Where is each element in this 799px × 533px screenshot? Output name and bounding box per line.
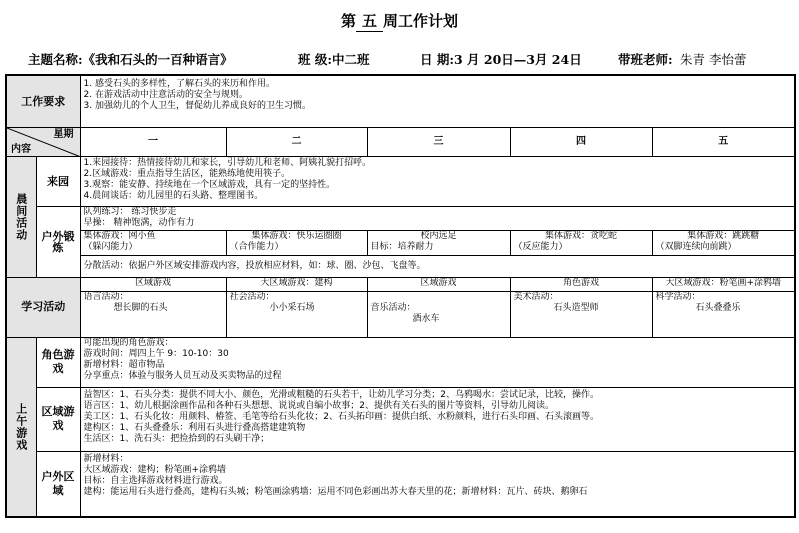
area-item: 益智区：1、石头分类：提供不同大小、颜色，光滑或粗糙的石头若干，让幼儿学习分类；2、乌鸦喝水：尝试记录，比较，操作。 [83,389,599,400]
morning-activity-label [6,156,36,277]
arrival-item: 3.观察：能安静、持续地在一个区域游戏，具有一定的坚持性。 [83,179,336,190]
role-play-text: 角色游戏 [41,348,75,375]
weekday-axis-label: 星期 [53,128,74,140]
page-title [0,10,799,32]
outdoor-game-wed [367,230,510,255]
study-area-wed: 区域游戏 [367,277,510,291]
outdoor-area-text: 户外区域 [41,469,75,497]
outdoor-area-label [36,451,80,517]
area-item: 建构区：1、石头叠叠乐：利用石头进行叠高搭建建筑物 [83,422,306,433]
study-area-thu: 角色游戏 [510,277,652,291]
teacher-label: 带班老师: [618,52,673,67]
outdoor-area-item: 建构：能运用石头进行叠高，建构石头城；粉笔画涂鸦墙：运用不同色彩画出苏大春天里的花；新增材料：瓦片、砖块、鹅卵石 [83,486,588,497]
study-top-row [6,277,795,291]
outdoor-game-goal: （双脚连续向前跳） [655,241,737,252]
area-games-label [36,387,80,451]
lesson-subject: 语言活动： [83,291,129,302]
role-play-row [6,337,795,387]
drill-item: 早操： 精神饱满，动作有力 [83,217,195,228]
day-friday: 五 [652,127,795,156]
outdoor-drill-row [6,206,795,230]
outdoor-game-mon [80,230,226,255]
lesson-fri [652,291,795,337]
study-activity-label [6,277,80,337]
study-activity-text: 学习活动 [21,300,66,313]
role-play-item: 可能出现的角色游戏： [83,337,174,348]
plan-header [28,50,788,70]
day-monday: 一 [80,127,226,156]
study-area-fri: 大区域游戏：粉笔画+涂鸦墙 [652,277,795,291]
outdoor-area-item: 目标：自主选择游戏材料进行游戏。 [83,475,228,486]
role-play-item: 新增材料：超市物品 [83,359,165,370]
arrival-item: 2.区域游戏：重点指导生活区，能熟练地使用筷子。 [83,168,291,179]
dispersed-activity-row [6,255,795,277]
lesson-title: 想长脚的石头 [113,302,168,313]
lesson-title: 小小采石场 [269,302,315,313]
area-games-row [6,387,795,451]
lesson-subject: 美术活动： [513,291,559,302]
study-area-tue: 大区域游戏：建构 [226,277,367,291]
outdoor-game-goal: （躲闪能力） [83,241,138,252]
outdoor-games-row [6,230,795,255]
lesson-title: 石头叠叠乐 [695,302,741,313]
lesson-subject: 社会活动： [229,291,275,302]
day-tuesday: 二 [226,127,367,156]
outdoor-game-title: 集体游戏：网小鱼 [83,230,156,241]
day-wednesday: 三 [367,127,510,156]
lesson-mon [80,291,226,337]
lesson-subject: 科学活动： [655,291,701,302]
lesson-subject: 音乐活动： [370,302,416,313]
role-play-item: 分享重点：体验与服务人员互动及买卖物品的过程 [83,370,282,381]
arrival-row [6,156,795,206]
outdoor-area-item: 大区域游戏：建构；粉笔画+涂鸦墙 [83,464,227,475]
corner-cell [6,127,80,156]
requirement-item: 3. 加强幼儿的个人卫生，督促幼儿养成良好的卫生习惯。 [83,101,311,111]
content-axis-label: 内容 [11,143,31,155]
lesson-title: 石头造型师 [553,302,599,313]
weekday-header-row [6,127,795,156]
class-name: 班 级:中二班 [298,52,370,67]
arrival-item: 1.来园接待：热情接待幼儿和家长，引导幼儿和老师、阿姨礼貌打招呼。 [83,157,372,168]
study-area-mon: 区域游戏 [80,277,226,291]
forenoon-games-label [6,337,36,517]
arrival-item: 4.晨间谈话：幼儿园里的石头路、整理图书。 [83,190,264,201]
title-suffix: 周工作计划 [383,12,459,30]
theme-name: 主题名称:《我和石头的一百种语言》 [28,52,233,67]
role-play-label [36,337,80,387]
outdoor-area-row [6,451,795,517]
outdoor-game-tue [226,230,367,255]
area-item: 生活区：1、洗石头：把捡拾到的石头刷干净； [83,433,270,444]
week-number: 五 [356,10,383,32]
work-requirements-label: 工作要求 [6,75,80,127]
requirement-item: 2. 在游戏活动中注意活动的安全与规则。 [83,90,248,100]
lesson-title: 酒水车 [412,313,440,324]
lesson-tue [226,291,367,337]
day-thursday: 四 [510,127,652,156]
work-requirements-row [6,75,795,127]
teacher-names: 朱青 李怡蕾 [680,52,747,67]
date-range: 日 期:3 月 20日—3月 24日 [420,52,582,67]
weekly-plan-table [5,74,796,518]
title-prefix: 第 [340,12,356,30]
morning-activity-text: 晨间活动 [14,192,28,241]
lesson-wed [367,291,510,337]
requirement-item: 1. 感受石头的多样性，了解石头的来历和作用。 [83,79,275,89]
dispersed-activity: 分散活动：依据户外区域安排游戏内容，投放相应材料，如：球、圈、沙包、飞盘等。 [80,255,795,277]
area-item: 语言区：1、幼儿根据涂画作品和各种石头想想、说说或自编小故事；2、提供有关石头的图片等资料，引导幼儿阅读。 [83,400,554,411]
area-item: 美工区：1、石头化妆：用颜料、椿签、毛笔等给石头化妆；2、石头拓印画：提供白纸、水粉颜料，进行石头印画、石头滚画等。 [83,411,599,422]
role-play-item: 游戏时间：周四上午 9：10-10：30 [83,348,229,359]
outdoor-game-fri [652,230,795,255]
outdoor-exercise-label: 户外锻炼 [36,206,80,277]
outdoor-game-goal: （反应能力） [513,241,568,252]
outdoor-game-title: 集体游戏：快乐运圈圈 [251,230,342,241]
outdoor-area-item: 新增材料： [83,453,129,464]
study-lessons-row [6,291,795,337]
outdoor-game-title: 校内远足 [420,230,457,241]
arrival-label: 来园 [36,156,80,206]
outdoor-game-title: 集体游戏：贪吃蛇 [544,230,617,241]
outdoor-game-goal: 目标：培养耐力 [370,241,434,252]
drill-item: 队列练习： 练习快步走 [83,206,177,217]
lesson-thu [510,291,652,337]
outdoor-game-thu [510,230,652,255]
outdoor-game-title: 集体游戏：跳跳糖 [687,230,760,241]
area-games-text: 区域游戏 [41,405,75,432]
outdoor-game-goal: （合作能力） [229,241,284,252]
forenoon-games-text: 上午游戏 [14,402,28,451]
